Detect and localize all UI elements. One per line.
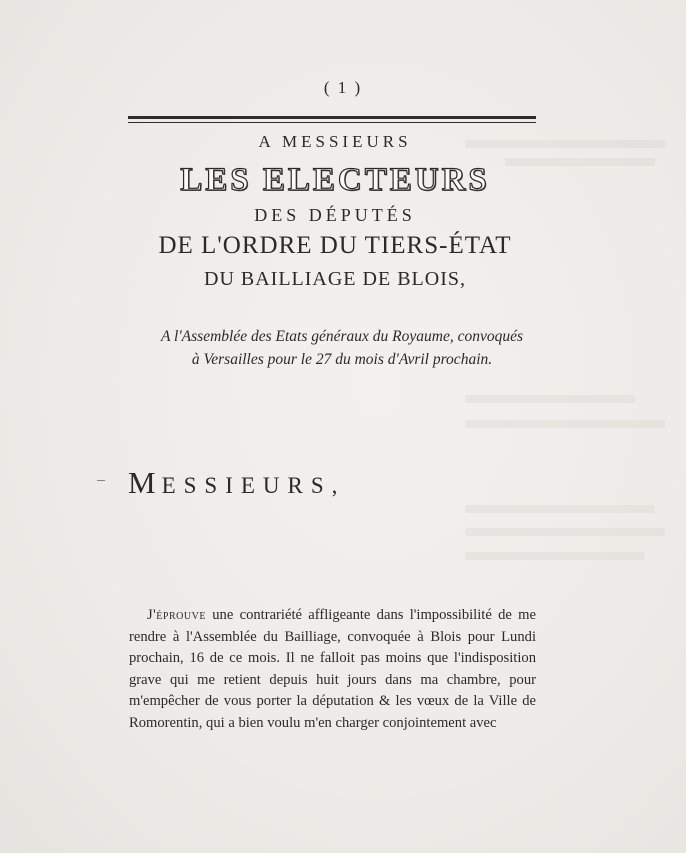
subtitle: [112, 325, 572, 371]
salutation-rest: ESSIEURS,: [161, 473, 346, 498]
bleed-through-mark: [465, 420, 665, 428]
title-line-2: LES ELECTEURS: [180, 162, 490, 198]
bleed-through-mark: [465, 505, 655, 513]
salutation-initial: M: [128, 465, 162, 500]
body-first-word: J'éprouve: [147, 607, 206, 623]
title-line-3: DES DÉPUTÉS: [254, 205, 416, 225]
page-number: ( 1 ): [323, 78, 363, 97]
title-line-5: DU BAILLIAGE DE BLOIS,: [204, 268, 466, 290]
body-text: une contrariété affligeante dans l'impossibilité de me rendre à l'Assemblée du Bailliage, convoquée à Blois pour Lundi prochain, 16 de ce mois. Il ne falloit pas moins que l'indisposition grave qui me retient depuis huit jours dans ma chambre, pour m'empêcher de vous porter la députation & les vœux de la Ville de Romorentin, qui a bien voulu m'en charger conjointement avec: [129, 607, 536, 731]
title-line-1: A MESSIEURS: [258, 132, 412, 151]
body-paragraph: [129, 605, 536, 734]
subtitle-line-1: A l'Assemblée des Etats généraux du Royaume, convoqués: [160, 328, 524, 345]
bleed-through-mark: [465, 395, 635, 403]
bleed-through-mark: [465, 552, 645, 560]
subtitle-line-2: à Versailles pour le 27 du mois d'Avril prochain.: [191, 351, 493, 368]
header-rule: [128, 116, 536, 123]
title-block: [110, 128, 560, 291]
bleed-through-mark: [465, 528, 665, 536]
margin-mark: [97, 480, 105, 481]
title-line-4: DE L'ORDRE DU TIERS-ÉTAT: [158, 232, 512, 259]
salutation: [128, 465, 345, 501]
